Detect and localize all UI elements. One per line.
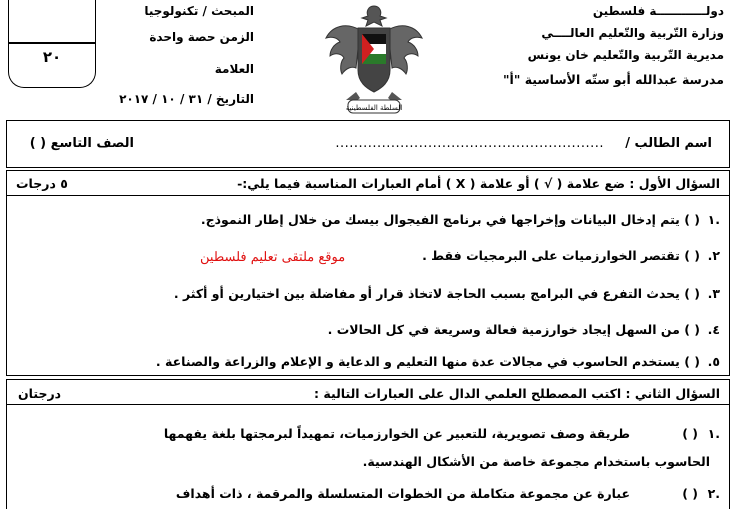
q2-item-paren[interactable]: ( ): [682, 486, 698, 501]
header-grade-label: العلامة: [214, 62, 254, 76]
q1-item-text: ( ) من السهل إيجاد خوارزمية فعالة وسريعة في كل الحالات .: [327, 322, 700, 337]
q1-item-text: ( ) يحدث التفرع في البرامج بسبب الحاجة لاتخاذ قرار أو مفاضلة بين اختيارين أو أكثر .: [173, 286, 700, 301]
q1-item-text: ( ) يستخدم الحاسوب في مجالات عدة منها التعليم و الدعاية و الإعلام والزراعة والصناعة .: [155, 354, 700, 369]
header-directorate: مديرية التّربية والتّعليم خان يونس: [527, 48, 724, 62]
question2-underline: [6, 404, 730, 405]
question1-title: السؤال الأول : ضع علامة ( √ ) أو علامة ( X ) أمام العبارات المناسبة فيما يلي:-: [237, 176, 720, 191]
question1-section: [6, 170, 730, 376]
q2-item-text: طريقة وصف تصويرية، للتعبير عن الخوارزميات، تمهيداً لبرمجتها بلغة يفهمها: [163, 426, 630, 441]
watermark-note: موقع ملتقى تعليم فلسطين: [200, 250, 346, 265]
header-school: مدرسة عبدالله أبو ستّه الأساسية "أ": [503, 72, 724, 87]
palestinian-authority-emblem: [322, 0, 426, 118]
q2-item-continuation: الحاسوب باستخدام مجموعة خاصة من الأشكال الهندسية.: [362, 454, 710, 469]
q1-item-num: ٥.: [707, 354, 720, 369]
q1-item-num: ٢.: [707, 248, 720, 263]
q2-item-num: .١: [707, 426, 720, 441]
q1-item-num: ٤.: [707, 322, 720, 337]
class-label: الصف التاسع ( ): [29, 136, 134, 151]
question1-marks: ٥ درجات: [16, 176, 68, 191]
q1-item-text: ( ) تقتصر الخوارزميات على البرمجيات فقط .: [422, 248, 700, 263]
q1-item-text: ( ) يتم إدخال البيانات وإخراجها في برنامج الفيجوال بيسك من خلال إطار النموذج.: [200, 212, 700, 227]
emblem-caption: السلطة الفلسطينية: [345, 104, 403, 112]
header-time: الزمن حصة واحدة: [149, 30, 254, 44]
question2-title: السؤال الثاني : اكتب المصطلح العلمي الدال على العبارات التالية :: [314, 386, 720, 401]
question2-marks: درجتان: [18, 386, 62, 401]
header-subject: المبحث / تكنولوجيا: [144, 4, 254, 18]
q1-item-num: ٣.: [707, 286, 720, 301]
q2-item-paren[interactable]: ( ): [682, 426, 698, 441]
grade-box: [8, 0, 96, 88]
grade-total: ٢٠: [42, 48, 62, 66]
grade-box-divider: [9, 42, 95, 44]
q1-item-num: .١: [707, 212, 720, 227]
header-ministry: وزارة التّربية والتّعليم العالــــي: [541, 26, 724, 40]
q2-item-num: .٢: [707, 486, 720, 501]
student-name-label: اسم الطالب /: [625, 136, 712, 151]
question1-underline: [6, 195, 730, 196]
student-name-dots[interactable]: ..........................................................: [335, 136, 604, 151]
header-date: التاريخ / ٣١ / ١٠ / ٢٠١٧: [119, 92, 254, 106]
header-country: دولــــــــــــة فلسطين: [592, 4, 724, 18]
q2-item-text: عبارة عن مجموعة متكاملة من الخطوات المتسلسلة والمرقمة ، ذات أهداف: [175, 486, 630, 501]
